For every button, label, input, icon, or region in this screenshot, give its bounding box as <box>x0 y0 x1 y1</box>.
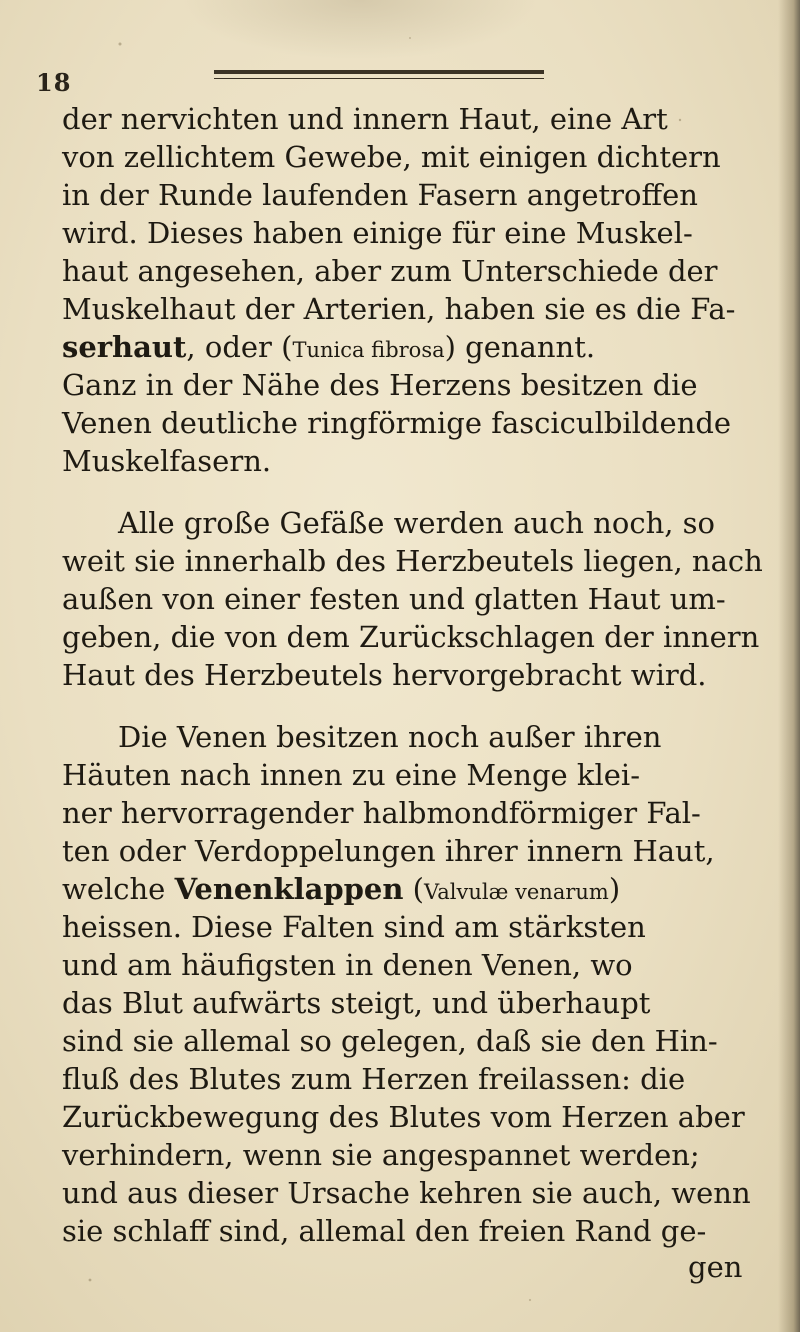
text-line: heissen. Diese Falten sind am stärksten <box>62 910 646 944</box>
text-line: in der Runde laufenden Fasern angetroffen <box>62 178 698 212</box>
term-faserhaut: serhaut <box>62 330 187 364</box>
text-line: Haut des Herzbeutels hervorgebracht wird. <box>62 658 707 692</box>
text-run: ) genannt. <box>444 330 596 364</box>
text-line: Zurückbewegung des Blutes vom Herzen aber <box>62 1100 745 1134</box>
text-line: verhindern, wenn sie angespannet werden; <box>62 1138 700 1172</box>
latin-term: Tunica fibrosa <box>292 338 445 362</box>
term-venenklappen: Venenklappen <box>174 872 404 906</box>
text-line: Muskelhaut der Arterien, haben sie es die Fa- <box>62 292 736 326</box>
text-line: sie schlaff sind, allemal den freien Rand ge- <box>62 1214 707 1248</box>
text-line: der nervichten und innern Haut, eine Art <box>62 102 668 136</box>
text-line: und am häufigsten in denen Venen, wo <box>62 948 633 982</box>
text-run: ( <box>403 872 425 906</box>
text-line: weit sie innerhalb des Herzbeutels liegen, nach <box>62 544 763 578</box>
text-line: und aus dieser Ursache kehren sie auch, wenn <box>62 1176 751 1210</box>
text-line: ner hervorragender halbmondförmiger Fal- <box>62 796 701 830</box>
text-line: Ganz in der Nähe des Herzens besitzen die <box>62 368 698 402</box>
text-line: Häuten nach innen zu eine Menge klei- <box>62 758 640 792</box>
text-run: ) <box>608 872 621 906</box>
text-line: haut angesehen, aber zum Unterschiede der <box>62 254 718 288</box>
text-line: sind sie allemal so gelegen, daß sie den Hin- <box>62 1024 718 1058</box>
text-line: das Blut aufwärts steigt, und überhaupt <box>62 986 651 1020</box>
latin-term: Valvulæ venarum <box>424 880 609 904</box>
text-line: Venen deutliche ringförmige fasciculbildende <box>62 406 732 440</box>
catchword: gen <box>688 1250 743 1284</box>
text-line: Muskelfasern. <box>62 444 272 478</box>
text-line: von zellichtem Gewebe, mit einigen dichtern <box>62 140 721 174</box>
text-line: ten oder Verdoppelungen ihrer innern Haut, <box>62 834 715 868</box>
text-line: fluß des Blutes zum Herzen freilassen: die <box>62 1062 686 1096</box>
text-run: , oder ( <box>186 330 293 364</box>
text-line: Die Venen besitzen noch außer ihren <box>118 720 662 754</box>
text-line: Alle große Gefäße werden auch noch, so <box>118 506 716 540</box>
page-number: 18 <box>36 68 72 97</box>
text-line: wird. Dieses haben einige für eine Muskel- <box>62 216 693 250</box>
text-run: welche <box>62 872 175 906</box>
text-line: außen von einer festen und glatten Haut um- <box>62 582 726 616</box>
text-line: geben, die von dem Zurückschlagen der innern <box>62 620 760 654</box>
